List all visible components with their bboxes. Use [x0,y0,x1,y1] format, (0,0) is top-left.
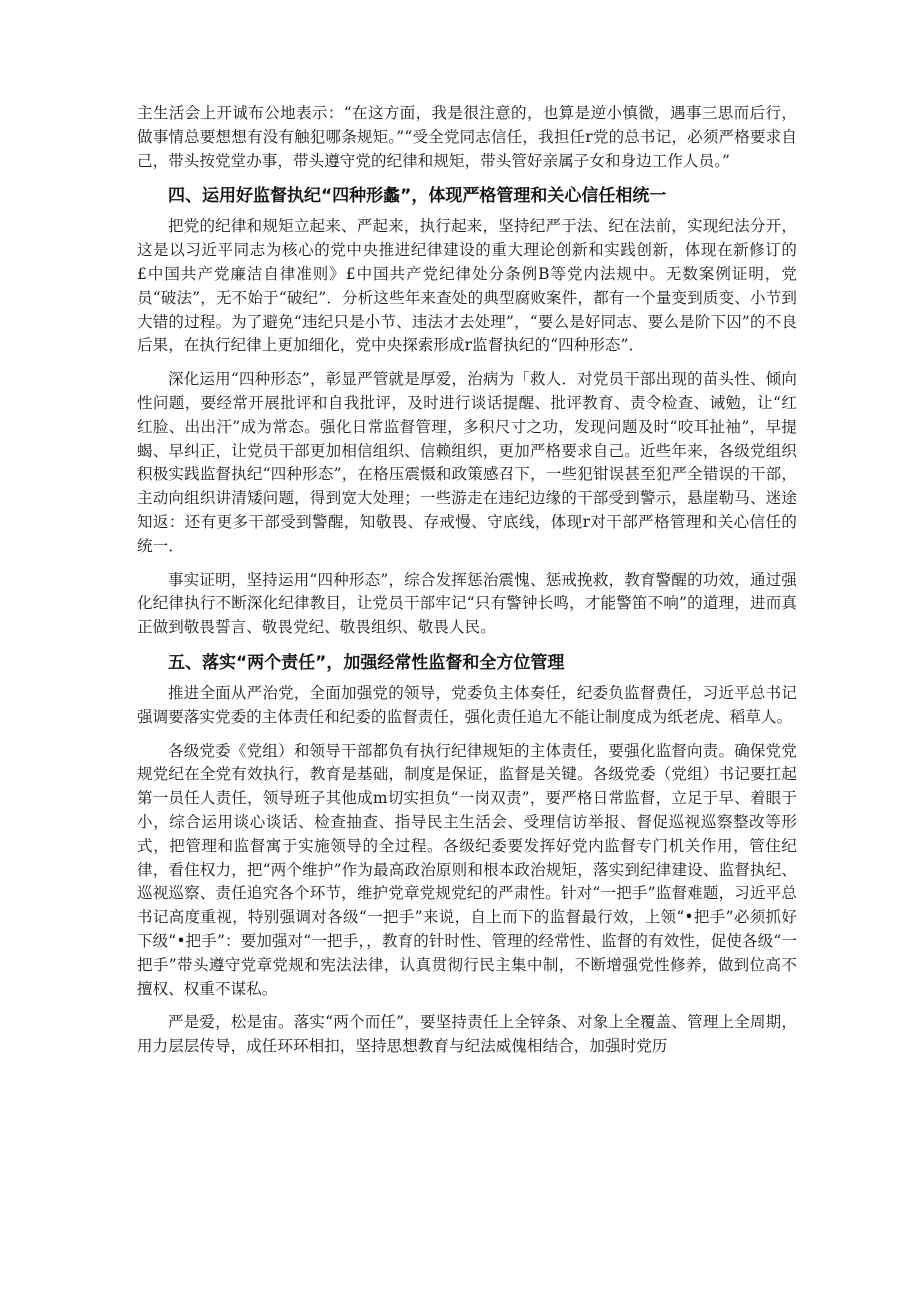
paragraph-5-2: 各级党委《党组）和领导干部都负有执行纪律规矩的主体责任，要强化监督向责。确保党党规党纪在全党有效执行，教育是基础，制度是保证，监督是关键。各级党委（党组）书记要扛起第一员任人责任，领导班子其他成m切实担负“一岗双责”，要严格日常监督，立足于早、着眼于小，综合运用谈心谈话、检查抽查、指导民主生活会、受理信访举报、督促巡视巡察整改等形式，把管理和监督寓于实施领导的全过程。各级纪委要发挥好党内监督专门机关作用，管住纪律，看住权力，把“两个维护”作为最高政治原则和根本政治规矩，落实到纪律建设、监督执纪、巡视巡察、责任追究各个环节，维护党章党规党纪的严肃性。针对“一把手”监督难题，习近平总书记高度重视，特别强调对各级“一把手”来说，自上而下的监督最行效，上领“•把手”必须抓好下级“•把手”：要加强对“一把手，，教育的针时性、管理的经常性、监督的有效性，促使各级“一把手”带头遵守党章党规和宪法法律，认真贯彻行民主集中制，不断增强党性修养，做到位高不擅权、权重不谋私。 [137,741,797,998]
paragraph-5-3: 严是爱，松是宙。落实“两个而任”，要坚持责任上全锌条、对象上全覆盖、管理上全周期，用力层层传导，成任环环相扣，坚持思想教育与纪法威傀相结合，加强时党历 [137,1013,797,1056]
paragraph-4-1: 把党的纪律和规矩立起来、严起来，执行起来，坚持纪严于法、纪在法前，实现纪法分开，这是以习近平同志为核心的党中央推进纪律建设的重大理论创新和实践创新，体现在新修订的£中国共产党廉洁自律准则》£中国共产党纪律处分条例B等党内法规中。无数案例证明，党员“破法”，无不始于“破纪”．分析这些年来查处的典型腐败案件，都有一个量变到质变、小节到大错的过程。为了避免“违纪只是小节、违法才去处理”，“要么是好同志、要么是阶下囚”的不良后果，在执行纪律上更加细化，党中央探索形成r监督执纪的“四种形态”． [137,217,797,355]
paragraph-4-3: 事实证明，坚持运用“四种形态”，综合发挥惩治震愧、惩戒挽救，教育警醒的功效，通过强化纪律执行不断深化纪律教目，让党员干部牢记“只有警钟长鸣，才能警笛不响”的道理，进而真正做到敬畏誓言、敬畏党纪、敬畏组织、敬畏人民。 [137,570,797,637]
section-heading-5: 五、落实“两个责任”，加强经常性监督和全方位管理 [168,652,565,673]
paragraph-4-2: 深化运用“四种形态”，彰显严管就是厚爱，治病为「救人．对党员干部出现的苗头性、倾向性问题，要经常开展批评和自我批评，及时进行谈话提醒、批评教育、责令检查、诫勉，让“红红脸、出出汗”成为常态。强化日常监督管理，多积尺寸之功，发现问题及时“咬耳扯袖”，早提蝎、早纠正，让党员干部更加相信组织、信赖组织，更加严格要求自己。近些年来，各级党组织积极实践监督执纪“四种形态”，在格压震慑和政策感召下，一些犯钳误甚至犯严全错误的干部，主动向组织讲清矮问题，得到宽大处理；一些游走在违纪边缘的干部受到警示，悬崖勒马、迷途知返：还有更多干部受到警醒，知敬畏、存戒慢、守底线，体现r对干部严格管理和关心信任的统一． [137,370,797,555]
paragraph-intro: 主生活会上开诚布公地表示：“在这方面，我是很注意的，也算是逆小慎微，遇事三思而后行，做事情总要想想有没有触犯哪条规矩。”“受全党同志信任，我担任r党的总书记，必须严格要求自己，带头按党堂办事，带头遵守党的纪律和规矩，带头管好亲属子女和身边工作人员。” [137,104,797,170]
document-body [137,102,797,1059]
section-heading-4: 四、运用好监督执纪“四种形蠡”，体现严格管理和关心信任相统一 [168,186,667,207]
paragraph-5-1: 推进全面从严治党，全面加强党的领导，党委负主体奏任，纪委负监督费任，习近平总书记强调要落实党委的主体责任和纪委的监督责任，强化责任追尢不能让制度成为纸老虎、稻草人。 [137,683,797,726]
